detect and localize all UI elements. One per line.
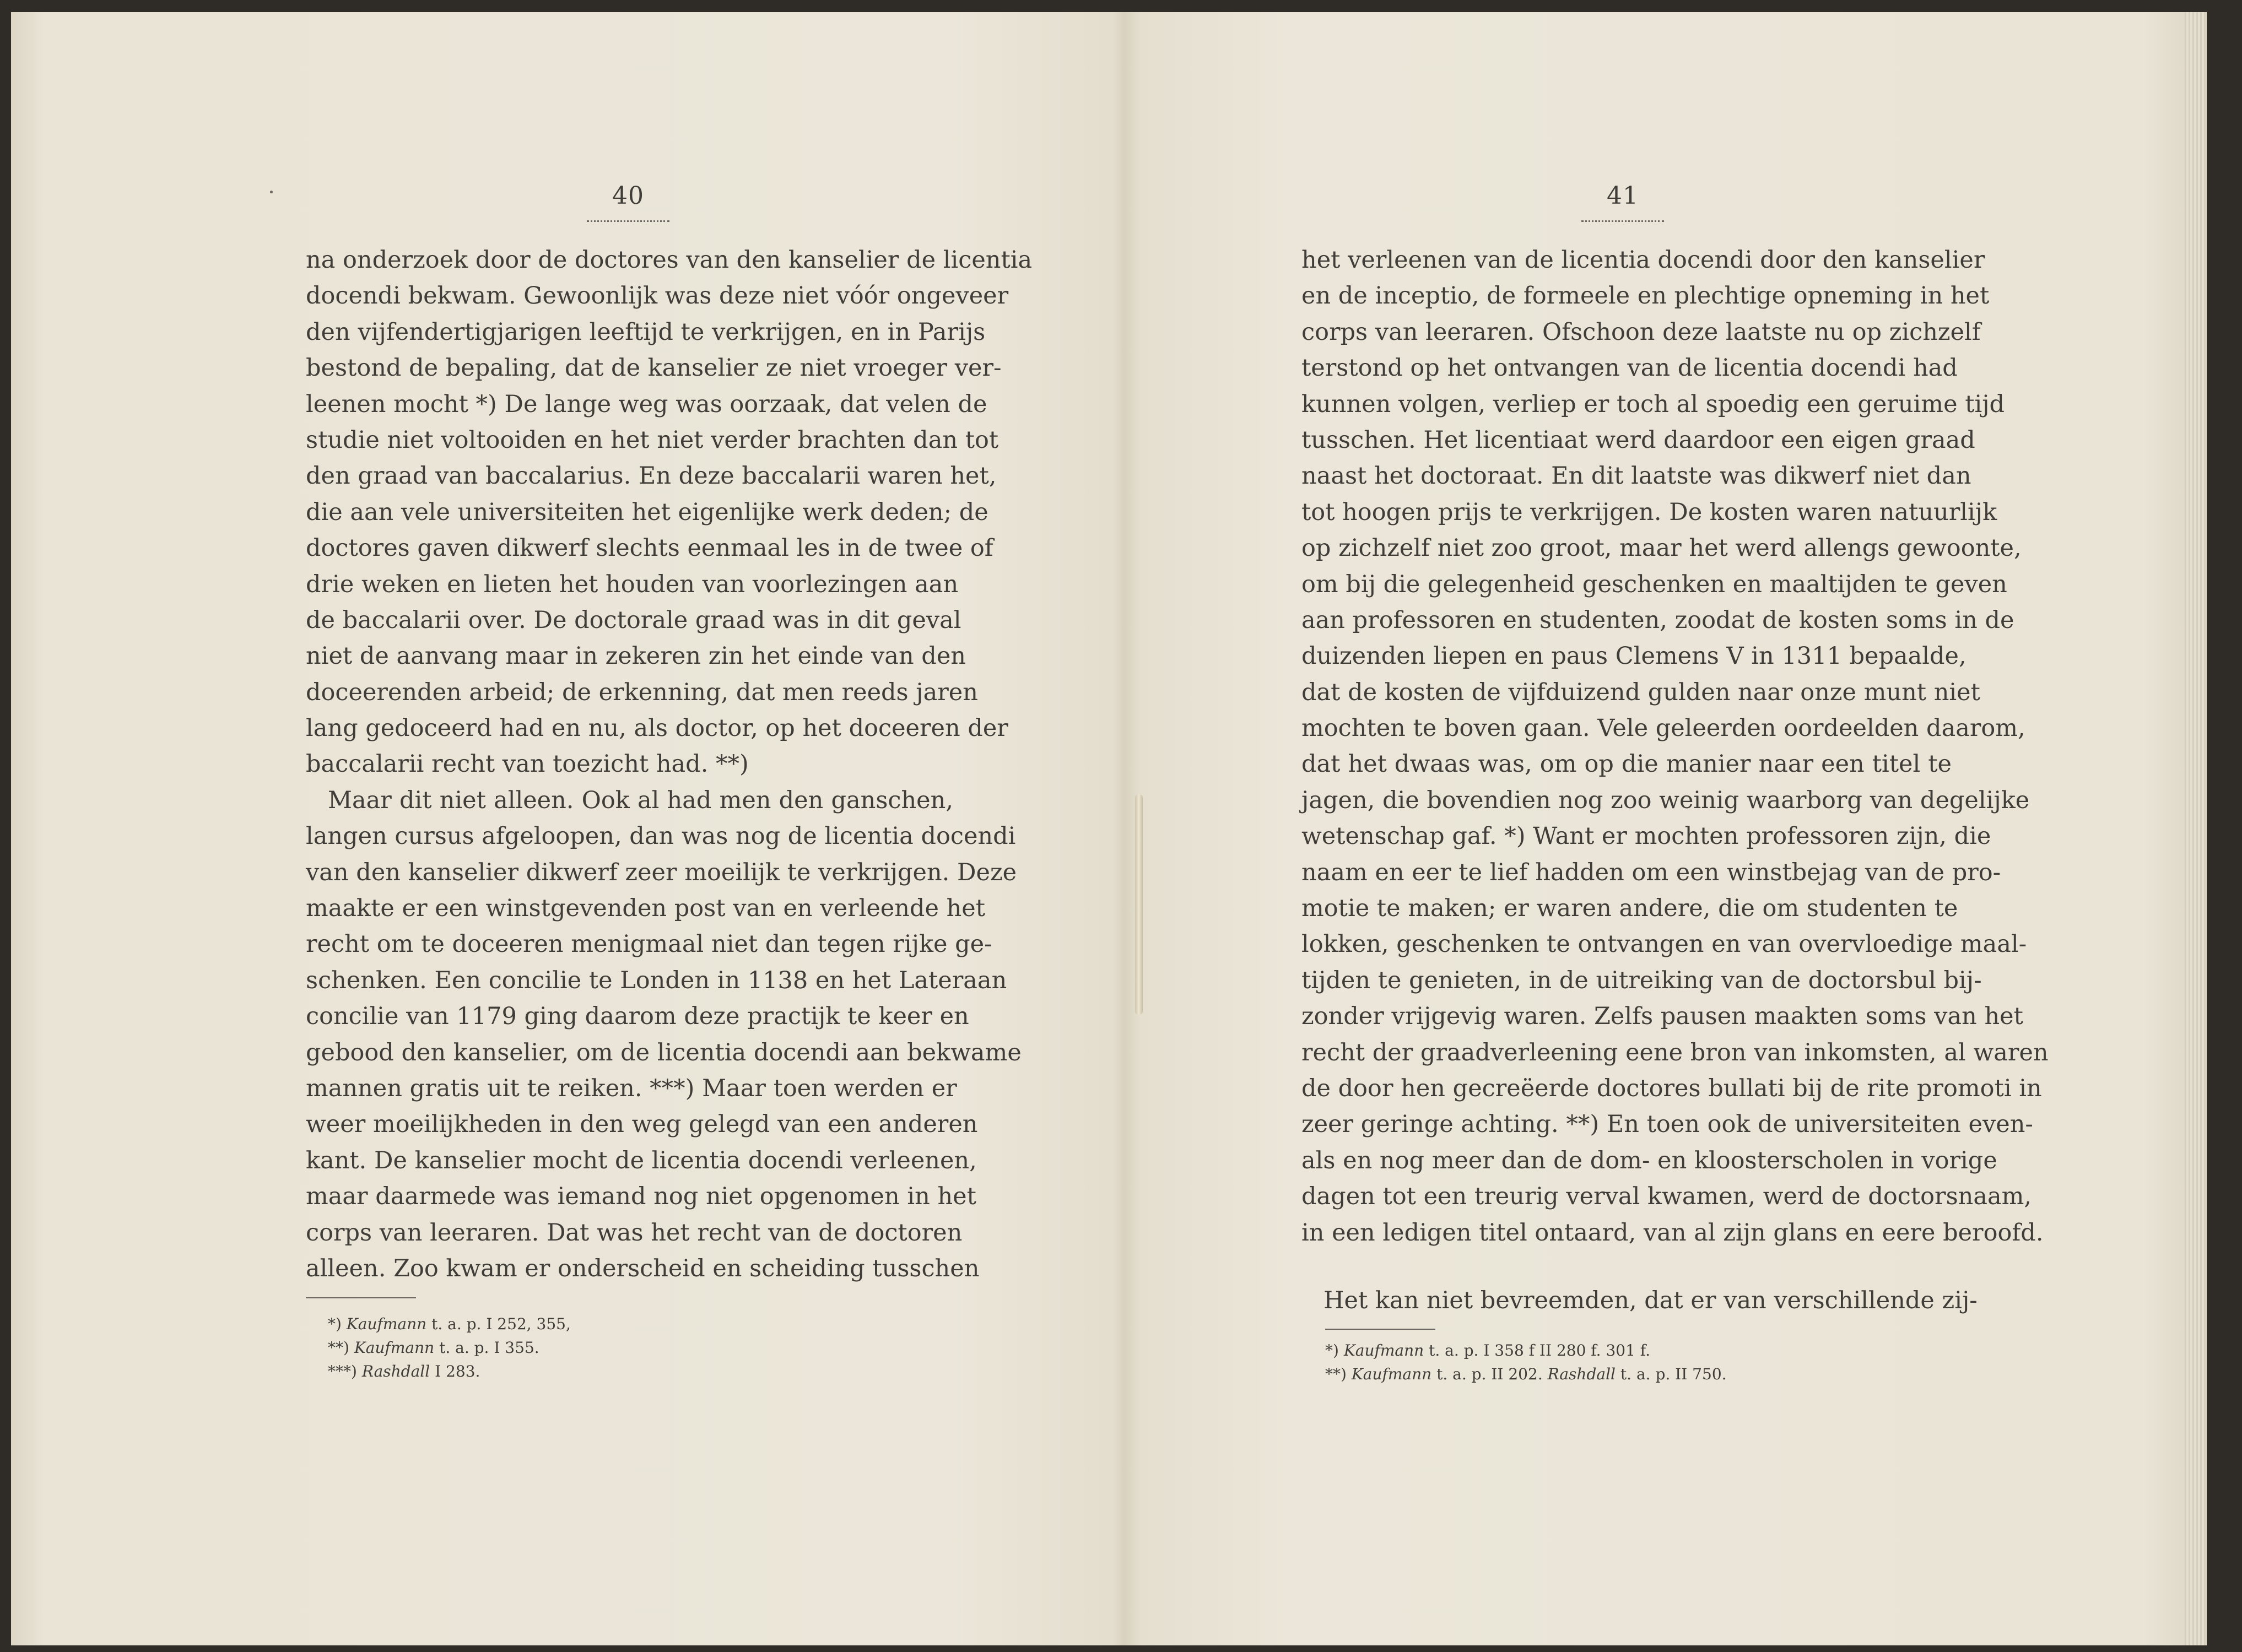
text-line: dagen tot een treurig verval kwamen, werd de doctorsnaam, xyxy=(1301,1183,2032,1211)
footnote-ref: t. a. p. II 202. xyxy=(1436,1365,1543,1383)
text-line: tijden te genieten, in de uitreiking van de doctorsbul bij- xyxy=(1301,966,1982,994)
text-line: tot hoogen prijs te verkrijgen. De kosten waren natuurlijk xyxy=(1301,498,1997,526)
footnote-mark: ***) xyxy=(328,1362,357,1380)
footnote-ref: I 283. xyxy=(435,1362,480,1380)
footnote-ref: t. a. p. I 358 f II 280 f. 301 f. xyxy=(1429,1341,1651,1359)
footnote-author: Rashdall xyxy=(361,1362,430,1380)
text-line: kant. De kanselier mocht de licentia docendi verleenen, xyxy=(306,1146,977,1174)
text-line: na onderzoek door de doctores van den kanselier de licentia xyxy=(306,246,1033,274)
footnote-ref2: t. a. p. II 750. xyxy=(1620,1365,1727,1383)
text-line: den vijfendertigjarigen leeftijd te verkrijgen, en in Parijs xyxy=(306,318,986,346)
text-line: Maar dit niet alleen. Ook al had men den ganschen, xyxy=(328,786,953,814)
page-number-rule-right xyxy=(1581,220,1664,222)
text-line: op zichzelf niet zoo groot, maar het werd allengs gewoonte, xyxy=(1301,534,2022,562)
text-line: langen cursus afgeloopen, dan was nog de licentia docendi xyxy=(306,822,1016,851)
text-line: weer moeilijkheden in den weg gelegd van een anderen xyxy=(306,1111,978,1139)
text-line: den graad van baccalarius. En deze baccalarii waren het, xyxy=(306,462,997,490)
footnote xyxy=(328,1336,571,1359)
text-line: naast het doctoraat. En dit laatste was dikwerf niet dan xyxy=(1301,462,1971,490)
text-line: doctores gaven dikwerf slechts eenmaal les in de twee of xyxy=(306,534,993,562)
footnote-ref: t. a. p. I 252, 355, xyxy=(431,1315,571,1333)
right-page-closing xyxy=(1301,1283,1978,1319)
footnote-author: Kaufmann xyxy=(346,1315,427,1333)
text-line: om bij die gelegenheid geschenken en maaltijden te geven xyxy=(1301,570,2007,598)
footnote-rule-right xyxy=(1325,1329,1435,1330)
footnote-ref: t. a. p. I 355. xyxy=(439,1339,539,1357)
text-line: niet de aanvang maar in zekeren zin het einde van den xyxy=(306,642,966,670)
footnote-mark: **) xyxy=(1325,1365,1347,1383)
text-line: bestond de bepaling, dat de kanselier ze niet vroeger ver- xyxy=(306,354,1002,382)
text-line: recht om te doceeren menigmaal niet dan tegen rijke ge- xyxy=(306,930,992,958)
text-line: mannen gratis uit te reiken. ***) Maar toen werden er xyxy=(306,1074,957,1102)
text-line: in een ledigen titel ontaard, van al zijn glans en eere beroofd. xyxy=(1301,1218,2044,1247)
binding-thread xyxy=(1135,794,1143,1015)
text-line: tusschen. Het licentiaat werd daardoor een eigen graad xyxy=(1301,426,1975,454)
page-number-right: 41 xyxy=(1607,182,1639,210)
text-line: concilie van 1179 ging daarom deze practijk te keer en xyxy=(306,1003,969,1031)
text-line: wetenschap gaf. *) Want er mochten professoren zijn, die xyxy=(1301,822,1991,851)
text-line: maar daarmede was iemand nog niet opgenomen in het xyxy=(306,1183,976,1211)
text-line: dat de kosten de vijfduizend gulden naar onze munt niet xyxy=(1301,678,1980,706)
text-line: doceerenden arbeid; de erkenning, dat men reeds jaren xyxy=(306,678,978,706)
right-page-body xyxy=(1301,242,2049,1251)
text-line: kunnen volgen, verliep er toch al spoedig een geruime tijd xyxy=(1301,390,2005,418)
footnote-author: Kaufmann xyxy=(354,1339,435,1357)
text-line: naam en eer te lief hadden om een winstbejag van de pro- xyxy=(1301,858,2001,886)
text-line: drie weken en lieten het houden van voorlezingen aan xyxy=(306,570,959,598)
left-page-body xyxy=(306,242,1033,1287)
footnote xyxy=(1325,1339,1727,1362)
text-line: zeer geringe achting. **) En toen ook de universiteiten even- xyxy=(1301,1111,2033,1139)
right-footnotes xyxy=(1325,1339,1727,1386)
footnote xyxy=(1325,1362,1727,1386)
footnote-author: Kaufmann xyxy=(1343,1341,1424,1359)
text-line: motie te maken; er waren andere, die om studenten te xyxy=(1301,895,1958,923)
text-line: corps van leeraren. Dat was het recht van de doctoren xyxy=(306,1218,963,1247)
text-line: schenken. Een concilie te Londen in 1138 en het Lateraan xyxy=(306,966,1007,994)
text-line: duizenden liepen en paus Clemens V in 1311 bepaalde, xyxy=(1301,642,1967,670)
footnote-author: Kaufmann xyxy=(1351,1365,1432,1383)
text-line: die aan vele universiteiten het eigenlijke werk deden; de xyxy=(306,498,988,526)
left-footnotes xyxy=(328,1312,571,1383)
text-line: dat het dwaas was, om op die manier naar een titel te xyxy=(1301,750,1952,778)
footnote xyxy=(328,1359,571,1383)
page-number-rule-left xyxy=(587,220,669,222)
footnote-author2: Rashdall xyxy=(1547,1365,1616,1383)
page-edges xyxy=(2185,12,2207,1645)
text-line: zonder vrijgevig waren. Zelfs pausen maakten soms van het xyxy=(1301,1003,2023,1031)
page-number-left: 40 xyxy=(612,182,644,210)
text-line: gebood den kanselier, om de licentia docendi aan bekwame xyxy=(306,1038,1022,1066)
text-line: mochten te boven gaan. Vele geleerden oordeelden daarom, xyxy=(1301,714,2025,743)
text-line: de door hen gecreëerde doctores bullati bij de rite promoti in xyxy=(1301,1074,2042,1102)
text-line: lang gedoceerd had en nu, als doctor, op het doceeren der xyxy=(306,714,1008,743)
text-line: lokken, geschenken te ontvangen en van overvloedige maal- xyxy=(1301,930,2027,958)
ink-speck xyxy=(270,191,273,193)
text-line: baccalarii recht van toezicht had. **) xyxy=(306,750,749,778)
text-line: maakte er een winstgevenden post van en verleende het xyxy=(306,895,985,923)
text-line: docendi bekwam. Gewoonlijk was deze niet vóór ongeveer xyxy=(306,282,1009,310)
footnote-rule-left xyxy=(306,1297,416,1298)
text-line: aan professoren en studenten, zoodat de kosten soms in de xyxy=(1301,606,2014,634)
footnote xyxy=(328,1312,571,1336)
footnote-mark: *) xyxy=(1325,1341,1339,1359)
text-line: de baccalarii over. De doctorale graad was in dit geval xyxy=(306,606,961,634)
text-line: het verleenen van de licentia docendi door den kanselier xyxy=(1301,246,1985,274)
text-line: recht der graadverleening eene bron van inkomsten, al waren xyxy=(1301,1038,2049,1066)
footnote-mark: *) xyxy=(328,1315,342,1333)
text-line: alleen. Zoo kwam er onderscheid en scheiding tusschen xyxy=(306,1254,980,1282)
text-line: jagen, die bovendien nog zoo weinig waarborg van degelijke xyxy=(1301,786,2030,814)
text-line: als en nog meer dan de dom- en kloosterscholen in vorige xyxy=(1301,1146,1997,1174)
footnote-mark: **) xyxy=(328,1339,349,1357)
text-line: corps van leeraren. Ofschoon deze laatste nu op zichzelf xyxy=(1301,318,1981,346)
text-line: van den kanselier dikwerf zeer moeilijk te verkrijgen. Deze xyxy=(306,858,1017,886)
text-line: studie niet voltooiden en het niet verder brachten dan tot xyxy=(306,426,999,454)
text-line: en de inceptio, de formeele en plechtige opneming in het xyxy=(1301,282,1990,310)
closing-line: Het kan niet bevreemden, dat er van verschillende zij- xyxy=(1323,1287,1978,1314)
text-line: terstond op het ontvangen van de licentia docendi had xyxy=(1301,354,1958,382)
text-line: leenen mocht *) De lange weg was oorzaak, dat velen de xyxy=(306,390,987,418)
